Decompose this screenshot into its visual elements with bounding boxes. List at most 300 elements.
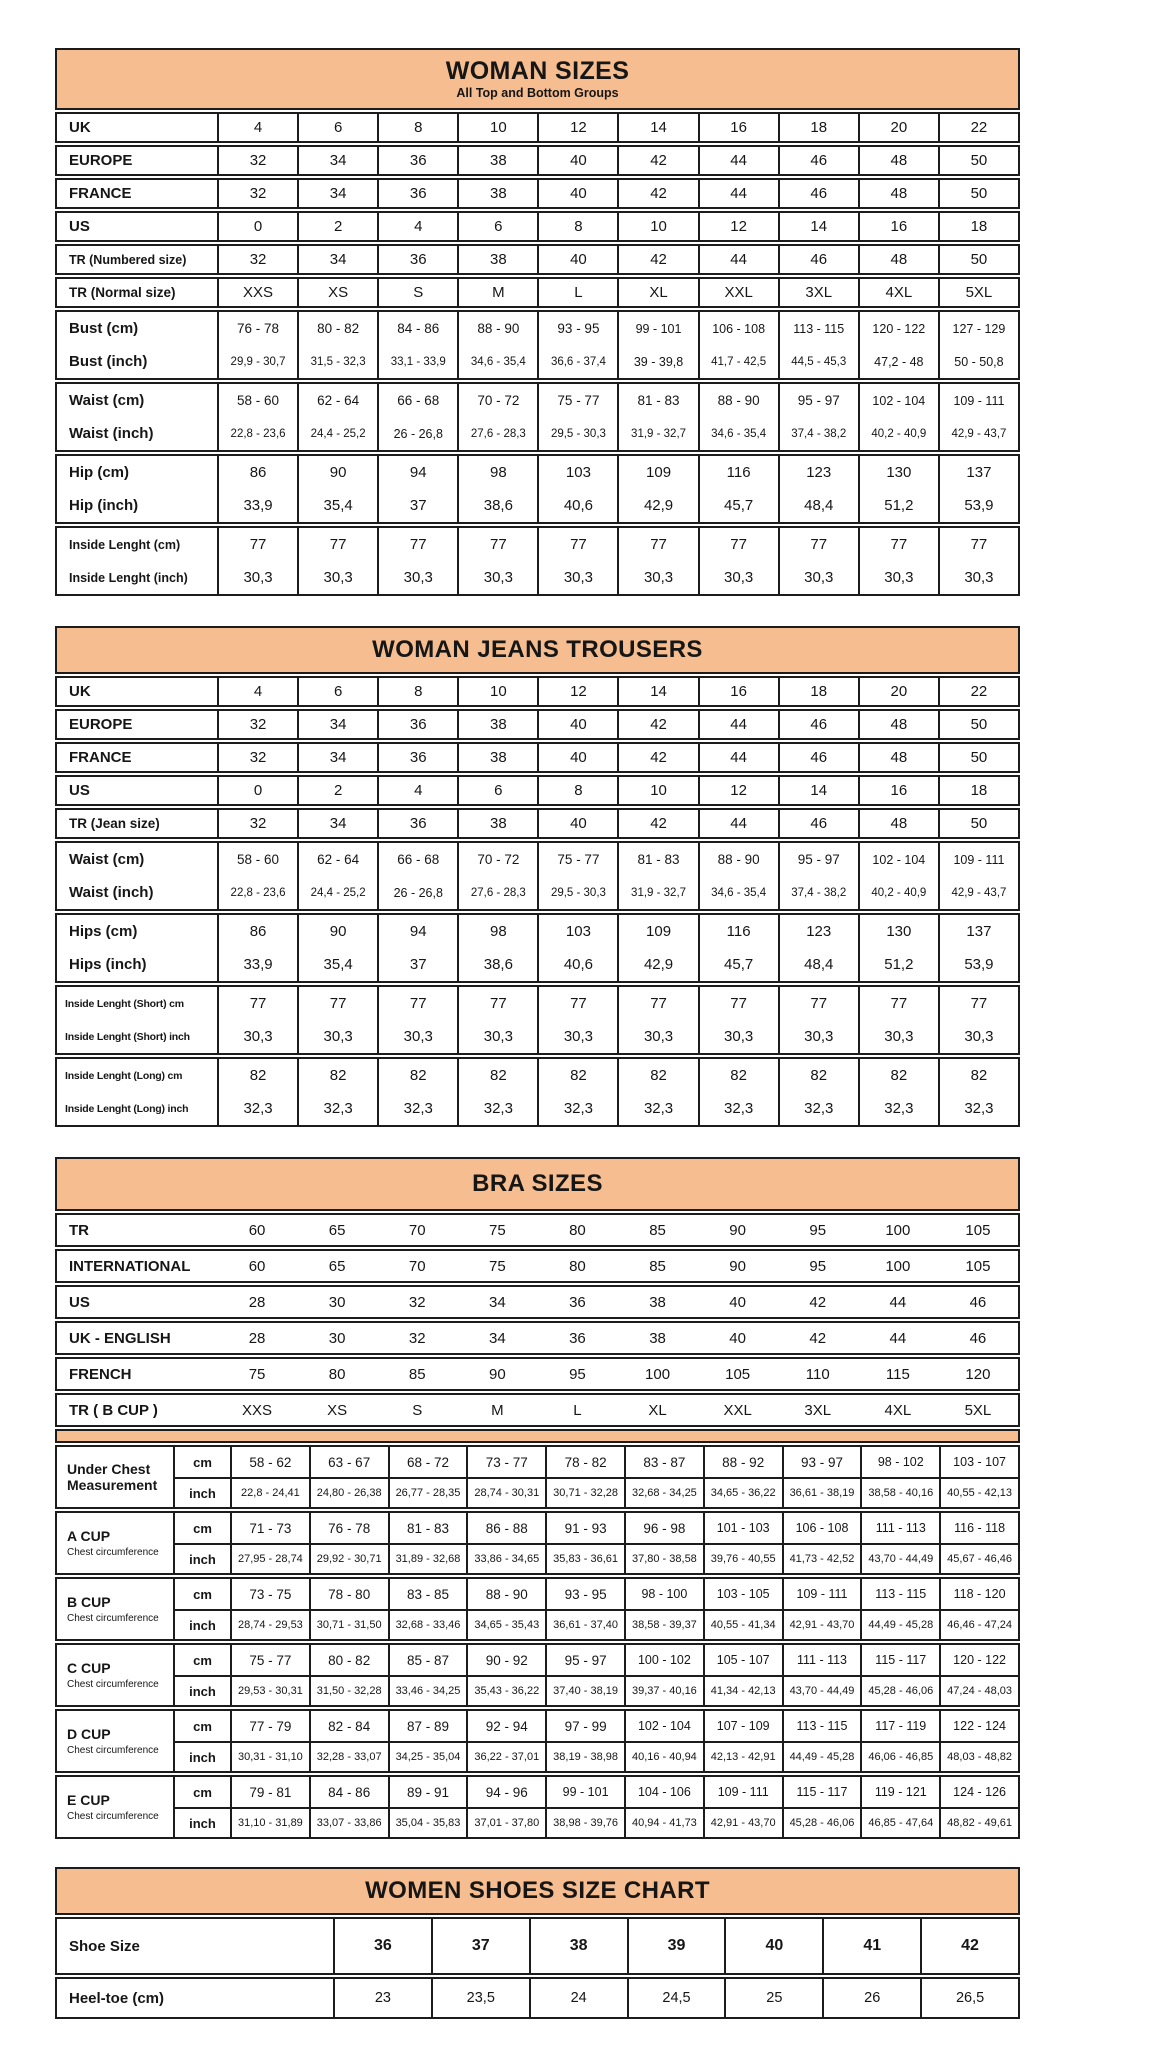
size-value-cell: 39,76 - 40,55 xyxy=(703,1543,782,1573)
unit-label-cell: inch xyxy=(173,1807,230,1837)
size-value-cell: 75 xyxy=(248,1365,266,1383)
size-value-cell: 30,3 xyxy=(537,1020,617,1053)
size-value-cell: 88 - 90 xyxy=(698,384,778,417)
size-value-cell: 38,19 - 38,98 xyxy=(545,1741,624,1771)
row-label: Inside Lenght (Long) inch xyxy=(65,1102,189,1115)
row-label: Inside Lenght (Short) inch xyxy=(65,1030,190,1043)
table-row xyxy=(57,1251,1018,1281)
row-label: TR (Normal size) xyxy=(69,285,176,300)
size-value-cell: 8 xyxy=(537,213,617,240)
measure-sublabel: Chest circumference xyxy=(67,1744,159,1756)
size-value-cell: 77 xyxy=(938,987,1018,1020)
row-label: Waist (inch) xyxy=(69,425,154,442)
table-row-box xyxy=(55,742,1020,773)
row-label: UK xyxy=(69,683,91,700)
size-value-cell: 46,46 - 47,24 xyxy=(939,1609,1018,1639)
size-value-cell: 77 xyxy=(297,987,377,1020)
size-value-cell: 2 xyxy=(297,213,377,240)
measure-sublabel: Chest circumference xyxy=(67,1612,159,1624)
size-value-cell: 14 xyxy=(778,777,858,804)
measure-label-cell xyxy=(57,1777,173,1837)
size-value-cell: 6 xyxy=(457,777,537,804)
size-value-cell: 50 - 50,8 xyxy=(938,345,1018,378)
size-value-cell: 37,4 - 38,2 xyxy=(778,417,858,450)
size-value-cell: 30,3 xyxy=(377,561,457,594)
size-value-cell: 42 xyxy=(809,1329,827,1347)
size-value-cell: 95 - 97 xyxy=(778,384,858,417)
size-value-cell: 88 - 90 xyxy=(698,843,778,876)
size-value-cell: 120 - 122 xyxy=(939,1645,1018,1675)
table-row-box xyxy=(55,211,1020,242)
size-value-cell: 48,03 - 48,82 xyxy=(939,1741,1018,1771)
size-value-cell: 20 xyxy=(858,114,938,141)
size-value-cell: 4XL xyxy=(858,279,938,306)
row-label: EUROPE xyxy=(69,152,133,169)
size-value-cell: 113 - 115 xyxy=(778,312,858,345)
size-value-cell: 81 - 83 xyxy=(617,384,697,417)
size-value-cell: 38 xyxy=(649,1293,666,1311)
row-label: Inside Lenght (inch) xyxy=(69,570,188,585)
size-value-cell: 51,2 xyxy=(858,948,938,981)
size-value-cell: 109 xyxy=(617,915,697,948)
size-value-cell: 32,3 xyxy=(858,1092,938,1125)
size-value-cell: 65 xyxy=(328,1221,346,1239)
size-value-cell: 24 xyxy=(529,1979,627,2017)
size-value-cell: 46 xyxy=(969,1329,987,1347)
size-value-cell: 53,9 xyxy=(938,489,1018,522)
size-value-cell: 30,71 - 31,50 xyxy=(309,1609,388,1639)
size-value-cell: 86 xyxy=(217,915,297,948)
size-value-cell: 58 - 60 xyxy=(217,384,297,417)
size-value-cell: 90 xyxy=(729,1221,746,1239)
size-value-cell: 113 - 115 xyxy=(782,1711,861,1741)
size-value-cell: 75 - 77 xyxy=(230,1645,309,1675)
size-value-cell: 77 xyxy=(938,528,1018,561)
size-value-cell: 91 - 93 xyxy=(545,1513,624,1543)
size-value-cell: 34 xyxy=(297,810,377,837)
size-value-cell: 40,55 - 41,34 xyxy=(703,1609,782,1639)
table-row xyxy=(57,1919,1018,1973)
row-label: INTERNATIONAL xyxy=(69,1257,191,1275)
size-value-cell: 37,80 - 38,58 xyxy=(624,1543,703,1573)
size-value-cell: 4XL xyxy=(884,1401,912,1419)
size-value-cell: 85 xyxy=(408,1365,426,1383)
table-row xyxy=(57,456,1018,489)
row-label: Hips (cm) xyxy=(69,923,138,940)
measure-label-cell xyxy=(57,1579,173,1639)
size-value-cell: 34 xyxy=(489,1293,506,1311)
table-title: WOMEN SHOES SIZE CHART xyxy=(365,1877,710,1905)
size-value-cell: XXL xyxy=(723,1401,752,1419)
size-value-cell: 71 - 73 xyxy=(230,1513,309,1543)
size-value-cell: 90 xyxy=(489,1365,506,1383)
size-value-cell: 94 - 96 xyxy=(466,1777,545,1807)
size-value-cell: 83 - 85 xyxy=(388,1579,467,1609)
size-value-cell: 29,92 - 30,71 xyxy=(309,1543,388,1573)
size-value-cell: M xyxy=(457,279,537,306)
row-label: Shoe Size xyxy=(69,1937,140,1955)
size-value-cell: 34 xyxy=(297,246,377,273)
unit-label-cell: cm xyxy=(173,1711,230,1741)
size-value-cell: 37 xyxy=(431,1919,529,1973)
size-value-cell: 33,07 - 33,86 xyxy=(309,1807,388,1837)
size-value-cell: 40,2 - 40,9 xyxy=(858,876,938,909)
size-value-cell: 109 - 111 xyxy=(703,1777,782,1807)
size-value-cell: 77 xyxy=(457,987,537,1020)
size-value-cell: 26 - 26,8 xyxy=(377,417,457,450)
unit-label-cell: inch xyxy=(173,1477,230,1507)
table-row-box xyxy=(55,775,1020,806)
size-value-cell: 77 xyxy=(297,528,377,561)
size-value-cell: 30,3 xyxy=(537,561,617,594)
size-value-cell: 88 - 90 xyxy=(457,312,537,345)
measurement-group xyxy=(55,1445,1020,1509)
size-value-cell: 39,37 - 40,16 xyxy=(624,1675,703,1705)
size-value-cell: 36,22 - 37,01 xyxy=(466,1741,545,1771)
size-value-cell: 44,49 - 45,28 xyxy=(782,1741,861,1771)
size-value-cell: 47,24 - 48,03 xyxy=(939,1675,1018,1705)
size-value-cell: 30,3 xyxy=(457,1020,537,1053)
size-value-cell: 46,06 - 46,85 xyxy=(860,1741,939,1771)
unit-label-cell: inch xyxy=(173,1675,230,1705)
size-value-cell: 44,5 - 45,3 xyxy=(778,345,858,378)
size-value-cell: 20 xyxy=(858,678,938,705)
size-value-cell: 30,3 xyxy=(938,1020,1018,1053)
size-value-cell: 38,6 xyxy=(457,489,537,522)
table-row xyxy=(57,114,1018,141)
table-row xyxy=(57,180,1018,207)
size-value-cell: 111 - 113 xyxy=(782,1645,861,1675)
table-row-box xyxy=(55,1917,1020,1975)
size-value-cell: 6 xyxy=(297,114,377,141)
table-row xyxy=(57,246,1018,273)
size-value-cell: 46,85 - 47,64 xyxy=(860,1807,939,1837)
table-row-group xyxy=(55,454,1020,524)
size-value-cell: 31,9 - 32,7 xyxy=(617,876,697,909)
size-value-cell: 40 xyxy=(537,810,617,837)
table-row-group xyxy=(55,310,1020,380)
row-label: FRANCE xyxy=(69,185,132,202)
size-value-cell: 73 - 75 xyxy=(230,1579,309,1609)
measure-label-cell xyxy=(57,1645,173,1705)
table-row xyxy=(57,1359,1018,1389)
size-value-cell: 44 xyxy=(698,711,778,738)
size-value-cell: 63 - 67 xyxy=(309,1447,388,1477)
size-value-cell: 103 xyxy=(537,915,617,948)
row-label: FRANCE xyxy=(69,749,132,766)
size-value-cell: 44 xyxy=(889,1329,907,1347)
size-value-cell: 35,43 - 36,22 xyxy=(466,1675,545,1705)
size-value-cell: 113 - 115 xyxy=(860,1579,939,1609)
size-value-cell: 38,98 - 39,76 xyxy=(545,1807,624,1837)
table-row xyxy=(57,915,1018,948)
bra-sizes-table xyxy=(55,1157,1020,1839)
size-value-cell: 58 - 62 xyxy=(230,1447,309,1477)
row-label: Waist (inch) xyxy=(69,884,154,901)
size-value-cell: 30,3 xyxy=(778,1020,858,1053)
size-value-cell: 105 xyxy=(725,1365,751,1383)
size-value-cell: 32 xyxy=(217,246,297,273)
size-value-cell: 50 xyxy=(938,147,1018,174)
size-value-cell: 62 - 64 xyxy=(297,384,377,417)
size-value-cell: 37,40 - 38,19 xyxy=(545,1675,624,1705)
measure-label: B CUP xyxy=(67,1594,111,1611)
table-row xyxy=(57,1395,1018,1425)
size-value-cell: 46 xyxy=(778,810,858,837)
table-row xyxy=(57,843,1018,876)
size-value-cell: 120 xyxy=(965,1365,991,1383)
size-value-cell: XL xyxy=(617,279,697,306)
size-value-cell: 40 xyxy=(537,147,617,174)
table-row xyxy=(57,1979,1018,2017)
size-value-cell: 12 xyxy=(537,114,617,141)
size-value-cell: 45,28 - 46,06 xyxy=(860,1675,939,1705)
size-value-cell: 48 xyxy=(858,744,938,771)
size-value-cell: 130 xyxy=(858,456,938,489)
size-value-cell: 22 xyxy=(938,114,1018,141)
size-value-cell: 30 xyxy=(328,1293,346,1311)
size-value-cell: 44 xyxy=(698,147,778,174)
size-value-cell: 77 xyxy=(217,987,297,1020)
size-value-cell: 103 xyxy=(537,456,617,489)
size-value-cell: 48 xyxy=(858,147,938,174)
size-value-cell: 8 xyxy=(377,114,457,141)
row-label: Inside Lenght (Short) cm xyxy=(65,997,184,1010)
size-value-cell: 25 xyxy=(724,1979,822,2017)
size-value-cell: 98 - 102 xyxy=(860,1447,939,1477)
size-value-cell: 32,3 xyxy=(537,1092,617,1125)
size-value-cell: 41,34 - 42,13 xyxy=(703,1675,782,1705)
table-row-box xyxy=(55,178,1020,209)
size-value-cell: 98 xyxy=(457,915,537,948)
size-value-cell: 39 - 39,8 xyxy=(617,345,697,378)
size-value-cell: 115 - 117 xyxy=(860,1645,939,1675)
table-row-box xyxy=(55,709,1020,740)
size-value-cell: 94 xyxy=(377,915,457,948)
size-value-cell: 16 xyxy=(858,777,938,804)
size-value-cell: 78 - 80 xyxy=(309,1579,388,1609)
size-value-cell: 27,6 - 28,3 xyxy=(457,876,537,909)
size-value-cell: 14 xyxy=(778,213,858,240)
size-value-cell: 30,31 - 31,10 xyxy=(230,1741,309,1771)
size-value-cell: 34 xyxy=(489,1329,506,1347)
size-value-cell: 34,25 - 35,04 xyxy=(388,1741,467,1771)
size-value-cell: 65 xyxy=(328,1257,346,1275)
size-value-cell: L xyxy=(537,279,617,306)
size-value-cell: 30,3 xyxy=(297,561,377,594)
size-value-cell: 3XL xyxy=(778,279,858,306)
table-row-box xyxy=(55,1357,1020,1391)
size-value-cell: 109 - 111 xyxy=(782,1579,861,1609)
size-value-cell: 35,83 - 36,61 xyxy=(545,1543,624,1573)
measure-sublabel: Chest circumference xyxy=(67,1810,159,1822)
table-row xyxy=(57,345,1018,378)
row-label: Heel-toe (cm) xyxy=(69,1989,165,2007)
size-value-cell: 18 xyxy=(778,678,858,705)
size-value-cell: 66 - 68 xyxy=(377,384,457,417)
size-value-cell: 37,4 - 38,2 xyxy=(778,876,858,909)
size-value-cell: 30,3 xyxy=(858,1020,938,1053)
row-label: US xyxy=(69,782,90,799)
size-value-cell: 84 - 86 xyxy=(309,1777,388,1807)
size-value-cell: 0 xyxy=(217,213,297,240)
size-value-cell: 119 - 121 xyxy=(860,1777,939,1807)
size-value-cell: 45,67 - 46,46 xyxy=(939,1543,1018,1573)
table-row xyxy=(57,417,1018,450)
size-value-cell: 82 xyxy=(778,1059,858,1092)
size-value-cell: 103 - 105 xyxy=(703,1579,782,1609)
size-value-cell: 36 xyxy=(377,147,457,174)
size-value-cell: 75 - 77 xyxy=(537,843,617,876)
size-value-cell: 40,55 - 42,13 xyxy=(939,1477,1018,1507)
size-value-cell: 87 - 89 xyxy=(388,1711,467,1741)
table-row xyxy=(57,1092,1018,1125)
size-value-cell: 98 - 100 xyxy=(624,1579,703,1609)
size-value-cell: 34,6 - 35,4 xyxy=(698,876,778,909)
size-value-cell: 85 xyxy=(649,1257,666,1275)
size-value-cell: 77 xyxy=(858,987,938,1020)
table-row xyxy=(57,948,1018,981)
table-row-group xyxy=(55,526,1020,596)
size-value-cell: 79 - 81 xyxy=(230,1777,309,1807)
size-value-cell: S xyxy=(412,1401,423,1419)
table-row-box xyxy=(55,145,1020,176)
size-value-cell: 75 xyxy=(489,1221,506,1239)
size-value-cell: 10 xyxy=(457,114,537,141)
size-value-cell: 33,86 - 34,65 xyxy=(466,1543,545,1573)
size-value-cell: 100 xyxy=(885,1221,911,1239)
size-value-cell: 4 xyxy=(217,114,297,141)
woman-sizes-table xyxy=(55,48,1020,596)
size-value-cell: 115 xyxy=(885,1365,910,1383)
size-value-cell: 24,4 - 25,2 xyxy=(297,876,377,909)
size-value-cell: XS xyxy=(327,1401,348,1419)
row-label: US xyxy=(69,1293,90,1311)
size-value-cell: 116 xyxy=(698,456,778,489)
table-row-box xyxy=(55,1393,1020,1427)
size-value-cell: 34 xyxy=(297,711,377,738)
size-value-cell: 30,71 - 32,28 xyxy=(545,1477,624,1507)
size-value-cell: 18 xyxy=(938,213,1018,240)
table-row-box xyxy=(55,277,1020,308)
size-value-cell: 32 xyxy=(217,180,297,207)
unit-label-cell: cm xyxy=(173,1645,230,1675)
row-label: Bust (inch) xyxy=(69,353,148,370)
size-value-cell: 137 xyxy=(938,456,1018,489)
size-value-cell: 16 xyxy=(858,213,938,240)
size-value-cell: 38 xyxy=(457,711,537,738)
size-value-cell: 36 xyxy=(377,246,457,273)
size-value-cell: 35,4 xyxy=(297,948,377,981)
size-value-cell: 127 - 129 xyxy=(938,312,1018,345)
size-value-cell: 48,82 - 49,61 xyxy=(939,1807,1018,1837)
size-value-cell: 44 xyxy=(698,180,778,207)
size-value-cell: 22,8 - 23,6 xyxy=(217,417,297,450)
row-label: FRENCH xyxy=(69,1365,132,1383)
table-row xyxy=(57,678,1018,705)
size-value-cell: 36 xyxy=(569,1293,586,1311)
size-value-cell: 80 xyxy=(569,1221,586,1239)
size-value-cell: 28,74 - 30,31 xyxy=(466,1477,545,1507)
size-value-cell: 48 xyxy=(858,180,938,207)
size-value-cell: 30,3 xyxy=(217,1020,297,1053)
row-label: UK xyxy=(69,119,91,136)
size-value-cell: 86 xyxy=(217,456,297,489)
size-value-cell: 82 xyxy=(698,1059,778,1092)
size-value-cell: XL xyxy=(648,1401,667,1419)
size-value-cell: 29,5 - 30,3 xyxy=(537,876,617,909)
size-value-cell: 41,7 - 42,5 xyxy=(698,345,778,378)
size-value-cell: 40,6 xyxy=(537,489,617,522)
table-row-group xyxy=(55,382,1020,452)
size-value-cell: 44 xyxy=(698,246,778,273)
size-value-cell: 6 xyxy=(457,213,537,240)
size-value-cell: 36 xyxy=(377,810,457,837)
size-value-cell: 45,7 xyxy=(698,948,778,981)
size-value-cell: 35,04 - 35,83 xyxy=(388,1807,467,1837)
size-value-cell: 31,9 - 32,7 xyxy=(617,417,697,450)
size-value-cell: 32 xyxy=(217,147,297,174)
measurement-group xyxy=(55,1643,1020,1707)
size-value-cell: 80 - 82 xyxy=(297,312,377,345)
size-value-cell: 48 xyxy=(858,246,938,273)
size-value-cell: 12 xyxy=(698,213,778,240)
size-value-cell: 90 - 92 xyxy=(466,1645,545,1675)
size-value-cell: 34,65 - 36,22 xyxy=(703,1477,782,1507)
table-row xyxy=(57,744,1018,771)
size-value-cell: 33,1 - 33,9 xyxy=(377,345,457,378)
table-row xyxy=(57,1287,1018,1317)
size-value-cell: 75 - 77 xyxy=(537,384,617,417)
size-value-cell: 30,3 xyxy=(938,561,1018,594)
size-value-cell: 10 xyxy=(617,213,697,240)
size-value-cell: 81 - 83 xyxy=(617,843,697,876)
measure-label-cell xyxy=(57,1711,173,1771)
size-value-cell: 33,46 - 34,25 xyxy=(388,1675,467,1705)
size-value-cell: 50 xyxy=(938,810,1018,837)
size-value-cell: 96 - 98 xyxy=(624,1513,703,1543)
row-label: TR xyxy=(69,1221,89,1239)
measure-label-cell xyxy=(57,1447,173,1507)
size-value-cell: 32,3 xyxy=(698,1092,778,1125)
size-value-cell: 60 xyxy=(248,1257,266,1275)
size-value-cell: 5XL xyxy=(938,279,1018,306)
size-value-cell: 90 xyxy=(729,1257,746,1275)
size-value-cell: XXL xyxy=(698,279,778,306)
size-value-cell: 36 xyxy=(569,1329,586,1347)
size-value-cell: 28,74 - 29,53 xyxy=(230,1609,309,1639)
size-value-cell: 37 xyxy=(377,489,457,522)
row-label: Hip (cm) xyxy=(69,464,129,481)
size-value-cell: XXS xyxy=(217,279,297,306)
size-value-cell: 42,91 - 43,70 xyxy=(782,1609,861,1639)
size-value-cell: 41,73 - 42,52 xyxy=(782,1543,861,1573)
size-value-cell: 117 - 119 xyxy=(860,1711,939,1741)
size-value-cell: 40 xyxy=(537,246,617,273)
size-value-cell: 24,4 - 25,2 xyxy=(297,417,377,450)
size-value-cell: 36 xyxy=(377,744,457,771)
size-value-cell: 32,3 xyxy=(297,1092,377,1125)
table-row xyxy=(57,1020,1018,1053)
size-value-cell: 32 xyxy=(408,1293,426,1311)
size-value-cell: 106 - 108 xyxy=(698,312,778,345)
size-value-cell: 122 - 124 xyxy=(939,1711,1018,1741)
unit-label-cell: inch xyxy=(173,1543,230,1573)
size-value-cell: 48 xyxy=(858,711,938,738)
row-label: TR (Numbered size) xyxy=(69,252,187,267)
size-value-cell: 62 - 64 xyxy=(297,843,377,876)
size-value-cell: 50 xyxy=(938,744,1018,771)
